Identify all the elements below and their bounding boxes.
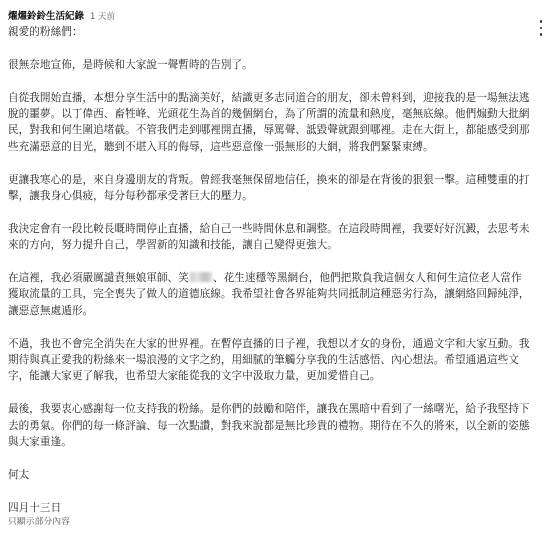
channel-name[interactable]: 燿燿鈴鈴生活紀錄 — [8, 11, 85, 22]
post-paragraph-5-start: 在這裡，我必須嚴厲譴責無娘軍師、笑 — [8, 272, 189, 285]
post-paragraph-2: 自從我開始直播，本想分享生活中的點滴美好，結識更多志同道合的朋友，卻未曾料到，迎接我的是一場無法逃脫的噩夢。以丁偉西、畜牲峰、光頭花生為首的幾個網台，為了所謂的流量和熱度，毫無底線。他們煽動大批網民，對我和何生圍追堵截。不管我們走到哪裡開直播，辱罵聲、詆毀聲就跟到哪裡。走在大街上，都能感受到那些充滿惡意的目光，聽到不堪入耳的侮辱，這些惡意像一張無形的大網，將我們緊緊束縛。 — [8, 91, 530, 153]
post-paragraph-3: 更讓我寒心的是，來自身邊朋友的背叛。曾經我毫無保留地信任，換來的卻是在背後的狠狠一擊。這種雙重的打擊，讓我身心俱疲，每分每秒都承受著巨大的壓力。 — [8, 173, 530, 203]
post-timestamp[interactable]: 1 天前 — [90, 12, 116, 22]
post-paragraph-5 — [8, 270, 532, 319]
community-post — [8, 8, 532, 529]
post-header — [8, 8, 532, 24]
post-greeting: 親愛的粉絲們： — [8, 26, 83, 38]
post-paragraph-1: 很無奈地宣佈，是時候和大家說一聲暫時的告別了。 — [8, 58, 253, 71]
post-paragraph-6: 不過，我也不會完全消失在大家的世界裡。在暫停直播的日子裡，我想以才女的身份，通過文字和大家互動。我期待與真正愛我的粉絲來一場浪漫的文字之約，用細膩的筆觸分享我的生活感悟、內心想法。希望通過這些文字，能讓大家更了解我，也希望大家能從我的文字中汲取力量，更加愛惜自己。 — [8, 337, 530, 383]
partial-content-note[interactable]: 只顯示部分內容 — [8, 517, 70, 528]
post-date: 四月十三日 — [8, 501, 62, 514]
post-paragraph-7: 最後，我要衷心感謝每一位支持我的粉絲。是你們的鼓勵和陪伴，讓我在黑暗中看到了一絲曙光，給予我堅持下去的勇氣。你們的每一條評論、每一次點讚，對我來說都是無比珍貴的禮物。期待在不久的將來，以全新的姿態與大家重逢。 — [8, 403, 530, 449]
post-body — [8, 24, 532, 529]
post-paragraph-5-end: 、花生速穩等黑網台，他們把欺負我這個女人和何生這位老人當作獲取流量的工具，完全喪失了做人的道德底線。我希望社會各界能夠共同抵制這種惡劣行為，讓網絡回歸純淨，讓惡意無處遁形。 — [8, 272, 530, 317]
redacted-name-blur — [190, 272, 212, 282]
vertical-dots-icon[interactable] — [536, 20, 546, 36]
post-paragraph-4: 我決定會有一段比較長嘅時間停止直播，給自己一些時間休息和調整。在這段時間裡，我要好好沉澱，去思考未來的方向，努力提升自己，學習新的知識和技能，讓自己變得更強大。 — [8, 222, 530, 252]
post-signature: 何太 — [8, 468, 30, 481]
